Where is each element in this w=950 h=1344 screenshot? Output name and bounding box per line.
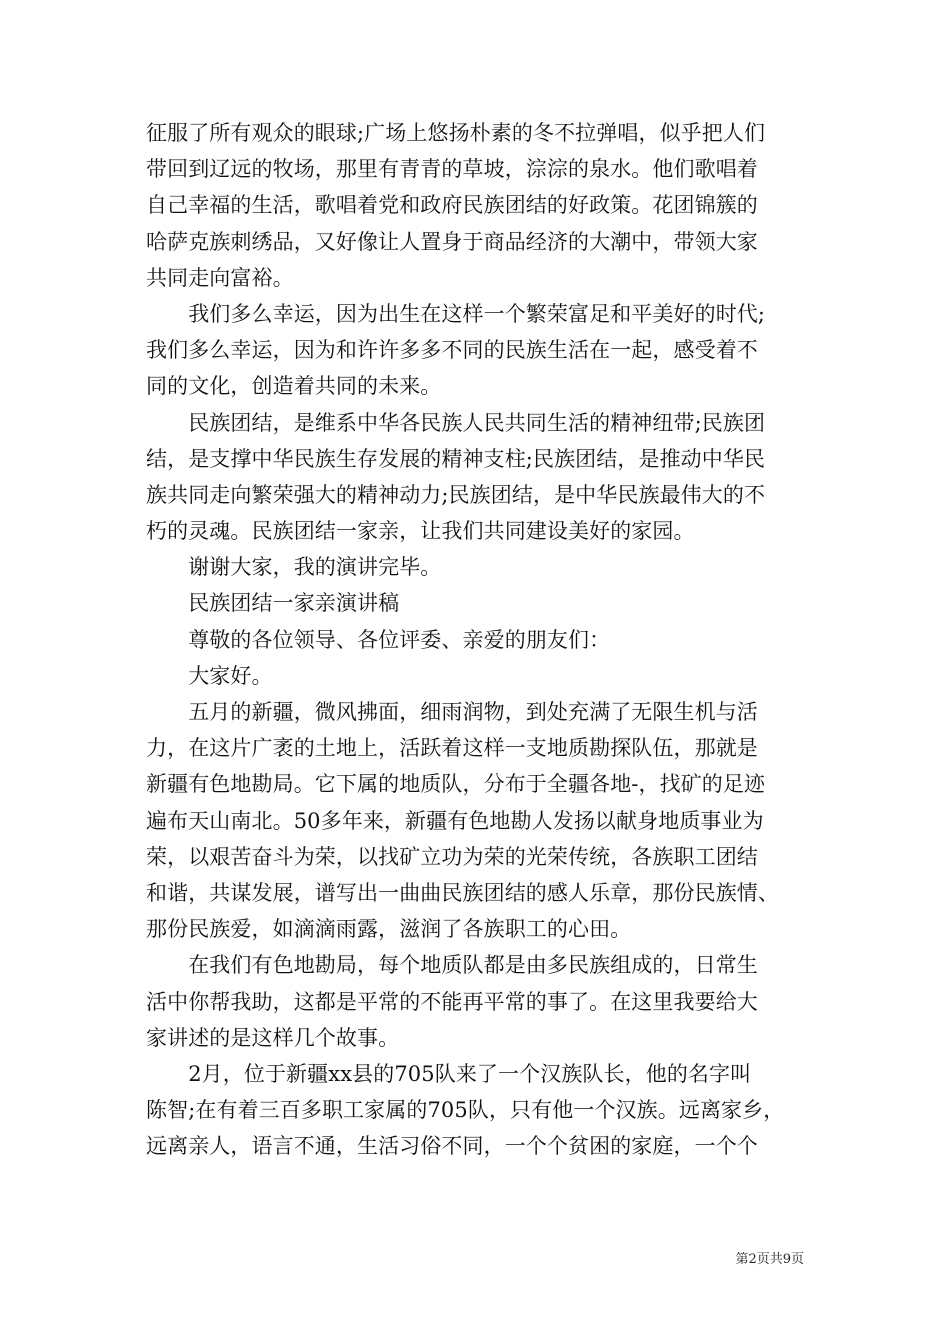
text-line: 我们多么幸运，因为和许许多多不同的民族生活在一起，感受着不 bbox=[146, 338, 758, 363]
text-line: 活中你帮我助，这都是平常的不能再平常的事了。在这里我要给大 bbox=[146, 989, 758, 1014]
text-line: 带回到辽远的牧场，那里有青青的草坡，淙淙的泉水。他们歌唱着 bbox=[146, 157, 758, 182]
text-line: 同的文化，创造着共同的未来。 bbox=[146, 374, 442, 399]
text-line: 新疆有色地勘局。它下属的地质队，分布于全疆各地-，找矿的足迹 bbox=[146, 772, 766, 797]
text-line: 尊敬的各位领导、各位评委、亲爱的朋友们： bbox=[146, 627, 611, 652]
text-line: 共同走向富裕。 bbox=[146, 265, 294, 290]
text-line: 那份民族爱，如滴滴雨露，滋润了各族职工的心田。 bbox=[146, 917, 632, 942]
text-line: 民族团结一家亲演讲稿 bbox=[146, 591, 400, 616]
text-line: 我们多么幸运，因为出生在这样一个繁荣富足和平美好的时代; bbox=[146, 301, 766, 326]
text-line: 力，在这片广袤的土地上，活跃着这样一支地质勘探队伍，那就是 bbox=[146, 736, 758, 761]
text-line: 和谐，共谋发展，谱写出一曲曲民族团结的感人乐章，那份民族情、 bbox=[146, 880, 779, 905]
text-line: 陈智;在有着三百多职工家属的705队，只有他一个汉族。远离家乡， bbox=[146, 1098, 785, 1123]
text-line: 民族团结，是维系中华各民族人民共同生活的精神纽带;民族团 bbox=[146, 410, 766, 435]
text-line: 自己幸福的生活，歌唱着党和政府民族团结的好政策。花团锦簇的 bbox=[146, 193, 758, 218]
document-body bbox=[146, 115, 804, 1164]
text-line: 哈萨克族刺绣品，又好像让人置身于商品经济的大潮中，带领大家 bbox=[146, 229, 758, 254]
text-line: 五月的新疆，微风拂面，细雨润物，到处充满了无限生机与活 bbox=[146, 700, 758, 724]
text-line: 结，是支撑中华民族生存发展的精神支柱;民族团结，是推动中华民 bbox=[146, 446, 766, 471]
text-line: 大家好。 bbox=[146, 663, 273, 688]
text-line: 征服了所有观众的眼球;广场上悠扬朴素的冬不拉弹唱，似乎把人们 bbox=[146, 121, 766, 145]
page-number-footer: 第2页共9页 bbox=[735, 1252, 804, 1267]
text-line: 在我们有色地勘局，每个地质队都是由多民族组成的，日常生 bbox=[146, 953, 758, 978]
text-line: 朽的灵魂。民族团结一家亲，让我们共同建设美好的家园。 bbox=[146, 519, 695, 544]
text-line: 遍布天山南北。50多年来，新疆有色地勘人发扬以献身地质事业为 bbox=[146, 808, 764, 833]
text-line: 2月，位于新疆xx县的705队来了一个汉族队长，他的名字叫 bbox=[146, 1061, 752, 1086]
text-line: 家讲述的是这样几个故事。 bbox=[146, 1025, 400, 1050]
text-line: 谢谢大家，我的演讲完毕。 bbox=[146, 555, 442, 580]
text-line: 远离亲人，语言不通，生活习俗不同，一个个贫困的家庭，一个个 bbox=[146, 1134, 758, 1159]
text-line: 荣，以艰苦奋斗为荣，以找矿立功为荣的光荣传统，各族职工团结 bbox=[146, 844, 758, 869]
text-line: 族共同走向繁荣强大的精神动力;民族团结，是中华民族最伟大的不 bbox=[146, 482, 766, 507]
